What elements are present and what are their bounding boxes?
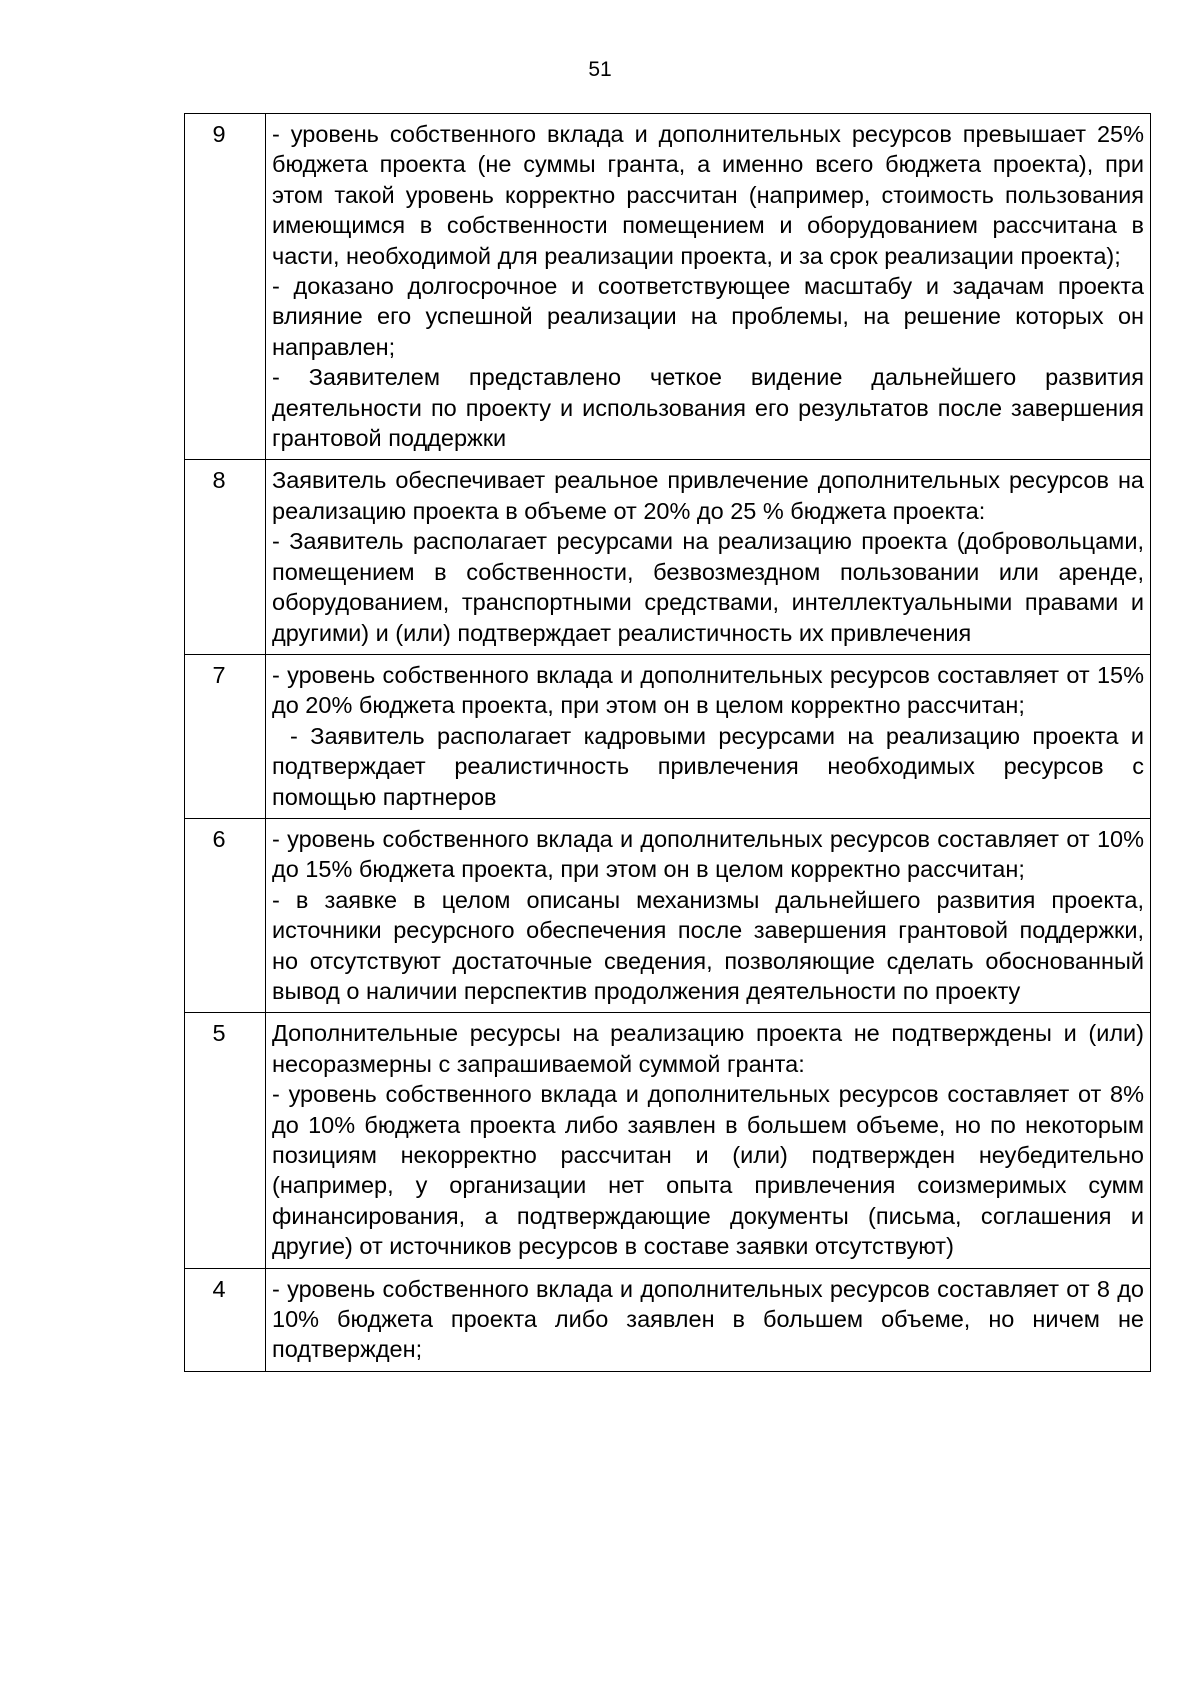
criteria-table [184,113,1151,1372]
table-row [185,818,1151,1012]
criteria-paragraph: - Заявителем представлено четкое видение дальнейшего развития деятельности по проекту и использования его результатов после завершения грантовой поддержки [272,364,1144,452]
table-row [185,460,1151,654]
score-cell: 6 [185,818,266,1012]
criteria-text-cell [266,1268,1151,1371]
criteria-paragraph: Дополнительные ресурсы на реализацию проекта не подтверждены и (или) несоразмерны с запрашиваемой суммой гранта: [272,1020,1144,1077]
criteria-paragraph: - уровень собственного вклада и дополнительных ресурсов составляет от 8 до 10% бюджета проекта либо заявлен в большем объеме, но ничем не подтвержден; [272,1275,1144,1363]
criteria-text-cell [266,1013,1151,1268]
score-cell: 5 [185,1013,266,1268]
score-cell: 9 [185,114,266,460]
criteria-text-cell [266,460,1151,654]
criteria-paragraph: - Заявитель располагает кадровыми ресурсами на реализацию проекта и подтверждает реалистичность привлечения необходимых ресурсов с помощью партнеров [272,722,1144,810]
table-row [185,1268,1151,1371]
criteria-paragraph: - уровень собственного вклада и дополнительных ресурсов составляет от 10% до 15% бюджета проекта, при этом он в целом корректно рассчитан; [272,825,1144,883]
criteria-paragraph: - в заявке в целом описаны механизмы дальнейшего развития проекта, источники ресурсного обеспечения после завершения грантовой поддержки, но отсутствуют достаточные сведения, позволяющие сделать обоснованный вывод о наличии перспектив продолжения деятельности по проекту [272,886,1144,1004]
table-row [185,114,1151,460]
table-row [185,1013,1151,1268]
criteria-paragraph: - уровень собственного вклада и дополнительных ресурсов составляет от 15% до 20% бюджета проекта, при этом он в целом корректно рассчитан; [272,661,1144,719]
criteria-paragraph: - уровень собственного вклада и дополнительных ресурсов составляет от 8% до 10% бюджета проекта либо заявлен в большем объеме, но по некоторым позициям некорректно рассчитан и (или) подтвержден неубедительно (например, у организации нет опыта привлечения соизмеримых сумм финансирования, а подтверждающие документы (письма, соглашения и другие) от источников ресурсов в составе заявки отсутствуют) [272,1081,1144,1260]
criteria-text-cell [266,114,1151,460]
page-number: 51 [588,58,612,81]
score-cell: 8 [185,460,266,654]
criteria-paragraph: - уровень собственного вклада и дополнительных ресурсов превышает 25% бюджета проекта (не суммы гранта, а именно всего бюджета проекта), при этом такой уровень корректно рассчитан (например, стоимость пользования имеющимся в собственности помещением и оборудованием рассчитана в части, необходимой для реализации проекта, и за срок реализации проекта); [272,121,1144,269]
score-cell: 4 [185,1268,266,1371]
table-row [185,654,1151,818]
criteria-paragraph: Заявитель обеспечивает реальное привлечение дополнительных ресурсов на реализацию проекта в объеме от 20% до 25 % бюджета проекта: [272,467,1144,524]
criteria-paragraph: - Заявитель располагает ресурсами на реализацию проекта (добровольцами, помещением в собственности, безвозмездном пользовании или аренде, оборудованием, транспортными средствами, интеллектуальными правами и другими) и (или) подтверждает реалистичность их привлечения [272,528,1144,646]
criteria-text-cell [266,654,1151,818]
criteria-paragraph: - доказано долгосрочное и соответствующее масштабу и задачам проекта влияние его успешной реализации на проблемы, на решение которых он направлен; [272,273,1144,360]
score-cell: 7 [185,654,266,818]
criteria-text-cell [266,818,1151,1012]
